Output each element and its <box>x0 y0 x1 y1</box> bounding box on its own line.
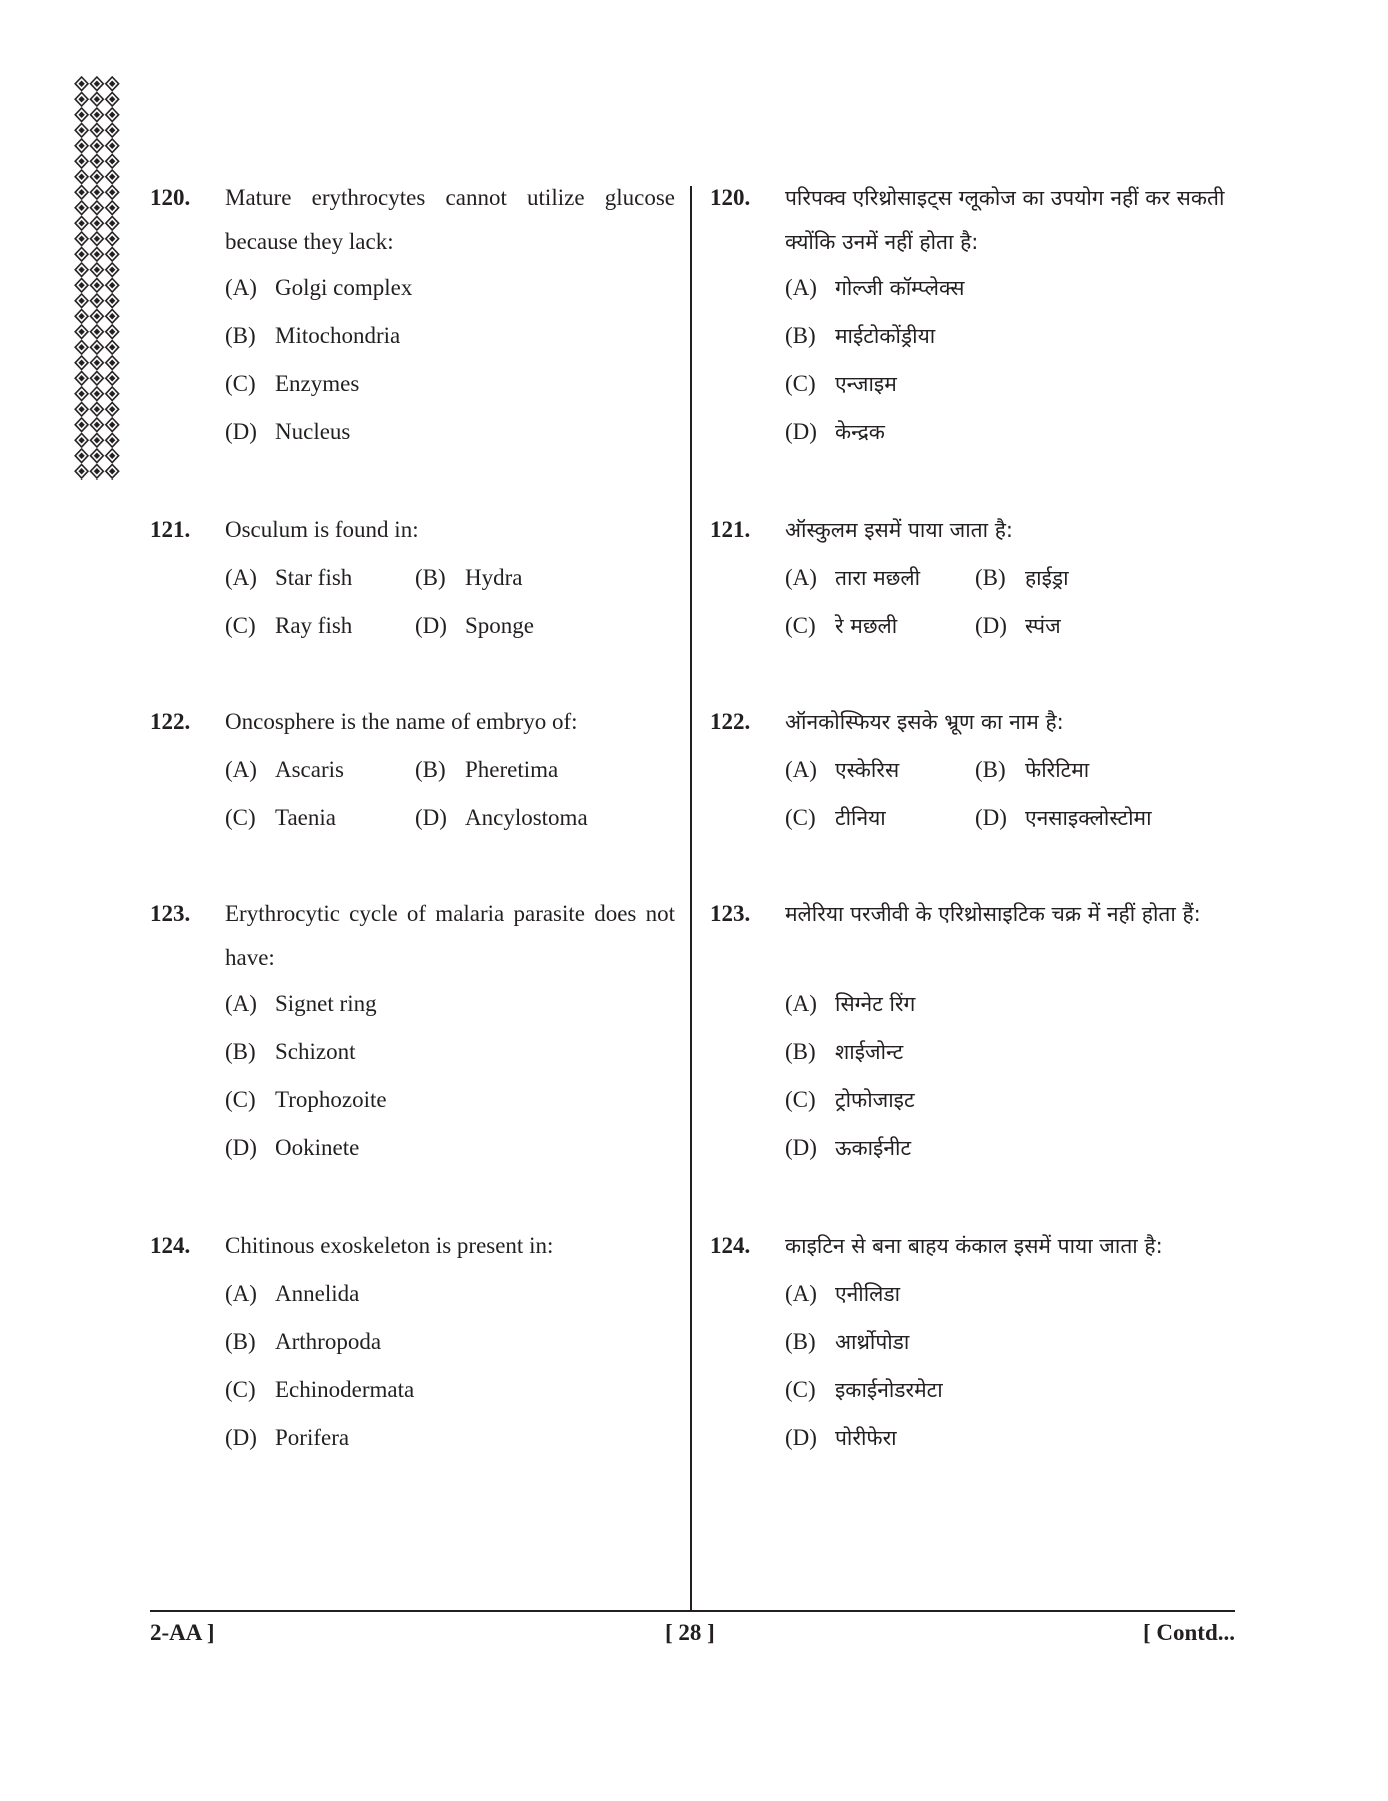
option-b[interactable]: (B) Mitochondria <box>225 323 401 348</box>
question-number: 120. <box>710 185 751 210</box>
option-c[interactable]: (C) Taenia <box>225 805 336 830</box>
option-d[interactable]: (D) पोरीफेरा <box>785 1425 897 1450</box>
question-number: 123. <box>710 901 751 926</box>
question-number: 124. <box>710 1233 751 1258</box>
option-b[interactable]: (B) Hydra <box>415 565 523 590</box>
option-d[interactable]: (D) ऊकाईनीट <box>785 1135 912 1160</box>
page-number: [ 28 ] <box>665 1620 715 1645</box>
page-footer <box>150 1610 1235 1645</box>
option-c[interactable]: (C) Echinodermata <box>225 1377 415 1402</box>
option-c[interactable]: (C) रे मछली <box>785 613 898 638</box>
option-d[interactable]: (D) केन्द्रक <box>785 419 885 444</box>
column-divider <box>690 186 692 1612</box>
question-number: 123. <box>150 901 191 926</box>
option-a[interactable]: (A) एनीलिडा <box>785 1281 901 1306</box>
option-a[interactable]: (A) Star fish <box>225 565 353 590</box>
question-number: 122. <box>150 709 191 734</box>
option-d[interactable]: (D) Porifera <box>225 1425 350 1450</box>
question-number: 122. <box>710 709 751 734</box>
option-d[interactable]: (D) स्पंज <box>975 613 1061 638</box>
question-stem: मलेरिया परजीवी के एरिथ्रोसाइटिक चक्र में नहीं होता हैं: <box>785 902 1201 926</box>
question-number: 124. <box>150 1233 191 1258</box>
margin-pattern-decoration <box>74 76 120 480</box>
question-stem: परिपक्व एरिथ्रोसाइट्स ग्लूकोज का उपयोग नहीं कर सकती क्योंकि उनमें नहीं होता है: <box>785 186 1225 254</box>
question-number: 120. <box>150 185 191 210</box>
option-c[interactable]: (C) ट्रोफोजाइट <box>785 1087 915 1112</box>
question-stem: ऑनकोस्फियर इसके भ्रूण का नाम है: <box>785 710 1064 734</box>
question-stem: काइटिन से बना बाहय कंकाल इसमें पाया जाता है: <box>785 1234 1163 1258</box>
option-b[interactable]: (B) शाईजोन्ट <box>785 1039 904 1064</box>
option-a[interactable]: (A) सिग्नेट रिंग <box>785 991 916 1016</box>
option-b[interactable]: (B) आर्थ्रोपोडा <box>785 1329 910 1354</box>
question-number: 121. <box>150 517 191 542</box>
option-d[interactable]: (D) एनसाइक्लोस्टोमा <box>975 805 1152 830</box>
option-b[interactable]: (B) माईटोकोंड्रीया <box>785 323 936 348</box>
option-d[interactable]: (D) Ancylostoma <box>415 805 588 830</box>
option-a[interactable]: (A) Ascaris <box>225 757 344 782</box>
option-c[interactable]: (C) इकाईनोडरमेटा <box>785 1377 943 1402</box>
option-c[interactable]: (C) एन्जाइम <box>785 371 897 396</box>
continued-label: [ Contd... <box>1142 1620 1235 1645</box>
question-number: 121. <box>710 517 751 542</box>
question-stem: Mature erythrocytes cannot utilize glucose because they lack: <box>225 185 675 254</box>
option-a[interactable]: (A) तारा मछली <box>785 565 921 590</box>
option-b[interactable]: (B) फेरिटिमा <box>975 757 1090 782</box>
option-c[interactable]: (C) Trophozoite <box>225 1087 387 1112</box>
question-stem: Chitinous exoskeleton is present in: <box>225 1233 554 1258</box>
option-b[interactable]: (B) हाईड्रा <box>975 565 1069 590</box>
question-stem: Oncosphere is the name of embryo of: <box>225 709 578 734</box>
question-stem: Osculum is found in: <box>225 517 419 542</box>
option-d[interactable]: (D) Nucleus <box>225 419 351 444</box>
option-d[interactable]: (D) Sponge <box>415 613 534 638</box>
option-c[interactable]: (C) Ray fish <box>225 613 353 638</box>
option-c[interactable]: (C) टीनिया <box>785 805 886 830</box>
option-b[interactable]: (B) Schizont <box>225 1039 356 1064</box>
option-a[interactable]: (A) एस्केरिस <box>785 757 900 782</box>
option-b[interactable]: (B) Arthropoda <box>225 1329 382 1354</box>
booklet-code: 2-AA ] <box>150 1620 215 1645</box>
question-stem: Erythrocytic cycle of malaria parasite does not have: <box>225 901 675 970</box>
option-a[interactable]: (A) गोल्जी कॉम्प्लेक्स <box>785 275 965 300</box>
option-d[interactable]: (D) Ookinete <box>225 1135 360 1160</box>
question-stem: ऑस्कुलम इसमें पाया जाता है: <box>785 518 1013 542</box>
option-c[interactable]: (C) Enzymes <box>225 371 360 396</box>
option-a[interactable]: (A) Golgi complex <box>225 275 413 300</box>
option-a[interactable]: (A) Signet ring <box>225 991 377 1016</box>
option-b[interactable]: (B) Pheretima <box>415 757 559 782</box>
option-a[interactable]: (A) Annelida <box>225 1281 360 1306</box>
